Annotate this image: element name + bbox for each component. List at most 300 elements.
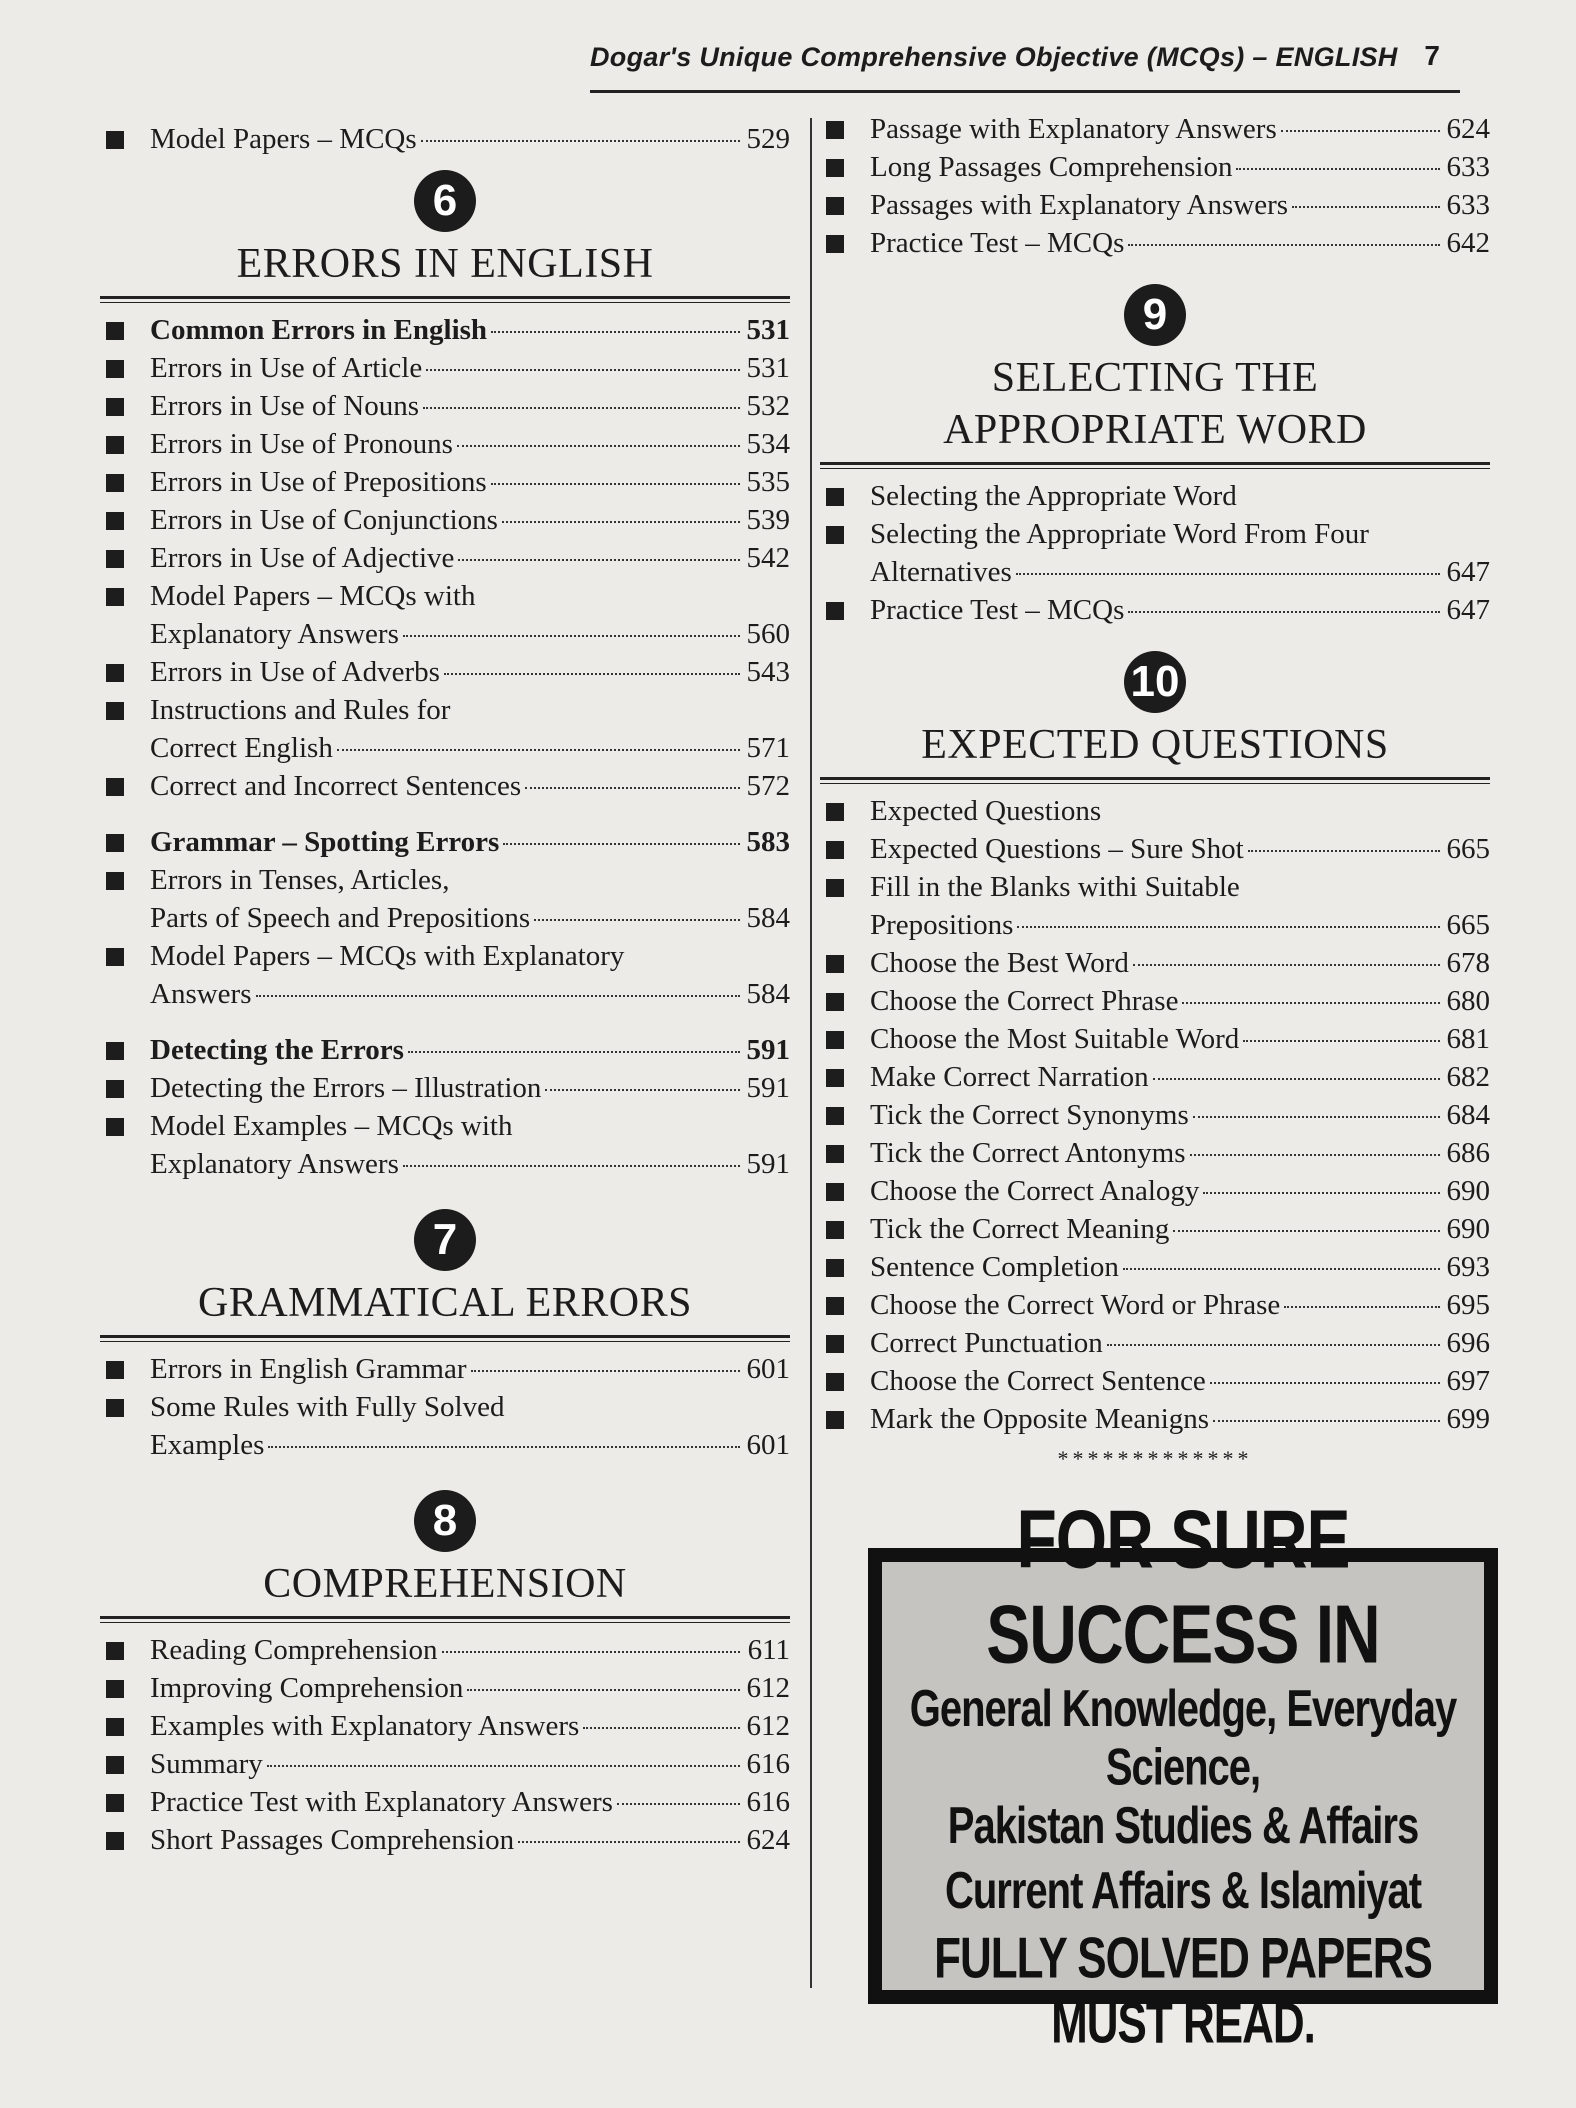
square-bullet-icon <box>826 235 844 253</box>
toc-entry-body <box>870 1172 1490 1210</box>
square-bullet-icon <box>106 322 124 340</box>
toc-entry-body <box>150 767 790 805</box>
square-bullet-icon <box>106 550 124 568</box>
toc-entry-line <box>870 1058 1490 1096</box>
toc-entry <box>100 1069 790 1107</box>
toc-entry-body <box>150 311 790 349</box>
square-bullet-icon <box>106 664 124 682</box>
dot-leader <box>1281 130 1440 132</box>
toc-page-number: 591 <box>746 1148 790 1180</box>
toc-entry <box>820 1286 1490 1324</box>
dot-leader <box>267 1765 740 1767</box>
square-bullet-icon <box>826 1221 844 1239</box>
dot-leader <box>518 1841 740 1843</box>
toc-entry <box>100 1350 790 1388</box>
toc-entry-text: Errors in Use of Pronouns <box>150 428 453 460</box>
toc-entry <box>100 823 790 861</box>
toc-page-number: 684 <box>1446 1099 1490 1131</box>
toc-entry-text: Prepositions <box>870 909 1014 941</box>
toc-entry <box>100 539 790 577</box>
section-title-line-1: SELECTING THE <box>991 355 1319 401</box>
square-bullet-icon <box>106 1399 124 1417</box>
section-number-badge: 8 <box>414 1490 476 1552</box>
toc-entry-text: Short Passages Comprehension <box>150 1824 515 1856</box>
section-rule <box>820 462 1490 469</box>
toc-entry <box>820 1172 1490 1210</box>
toc-entry-line <box>150 1821 790 1859</box>
toc-page-number: 695 <box>1446 1289 1490 1321</box>
toc-entry-line <box>150 975 790 1013</box>
toc-page-number: 678 <box>1446 947 1490 979</box>
dot-leader <box>1128 244 1440 246</box>
square-bullet-icon <box>106 588 124 606</box>
ad-footer: FULLY SOLVED PAPERS MUST READ. <box>934 1927 1432 2056</box>
dot-leader <box>1017 926 1440 928</box>
toc-page-number: 665 <box>1446 833 1490 865</box>
toc-entry-body <box>150 463 790 501</box>
toc-page-number: 624 <box>746 1824 790 1856</box>
toc-entry-body <box>150 425 790 463</box>
toc-entry-text: Tick the Correct Synonyms <box>870 1099 1189 1131</box>
toc-entry-line <box>150 691 790 729</box>
toc-page-number: 542 <box>746 542 790 574</box>
section-7-entries <box>100 1350 790 1464</box>
toc-entry-text: Errors in Use of Conjunctions <box>150 504 498 536</box>
square-bullet-icon <box>106 1080 124 1098</box>
toc-entry-body <box>870 515 1490 591</box>
dot-leader <box>408 1051 740 1053</box>
section-10 <box>820 651 1490 1472</box>
toc-entry-text: Examples <box>150 1429 265 1461</box>
toc-entry-body <box>150 387 790 425</box>
square-bullet-icon <box>826 159 844 177</box>
toc-page-number: 571 <box>746 732 790 764</box>
toc-page-number: 572 <box>746 770 790 802</box>
left-column <box>100 120 790 1859</box>
toc-entry <box>100 463 790 501</box>
toc-entry-text: Expected Questions <box>870 795 1102 827</box>
toc-page-number: 612 <box>746 1672 790 1704</box>
toc-entry <box>100 1631 790 1669</box>
advertisement-box <box>868 1492 1498 2056</box>
toc-entry-body <box>870 477 1490 515</box>
toc-entry <box>820 515 1490 591</box>
dot-leader <box>467 1689 740 1691</box>
toc-page-number: 531 <box>746 352 790 384</box>
square-bullet-icon <box>106 872 124 890</box>
toc-entry-line <box>150 425 790 463</box>
toc-entry-body <box>870 110 1490 148</box>
toc-entry-text: Choose the Correct Phrase <box>870 985 1179 1017</box>
toc-entry <box>820 148 1490 186</box>
toc-entry-line <box>870 553 1490 591</box>
toc-entry-text: Detecting the Errors <box>150 1034 404 1066</box>
square-bullet-icon <box>826 1069 844 1087</box>
toc-entry-text: Sentence Completion <box>870 1251 1119 1283</box>
toc-entry-text: Errors in Use of Nouns <box>150 390 420 422</box>
toc-entry-line <box>870 148 1490 186</box>
toc-entry-text: Grammar – Spotting Errors <box>150 826 500 858</box>
toc-entry-body <box>150 1745 790 1783</box>
section-6 <box>100 170 790 1183</box>
section-title: GRAMMATICAL ERRORS <box>197 1280 692 1326</box>
dot-leader <box>1284 1306 1440 1308</box>
toc-entry-body <box>150 1669 790 1707</box>
section-rule <box>820 777 1490 784</box>
toc-entry-line <box>870 1172 1490 1210</box>
toc-entry-line <box>870 110 1490 148</box>
toc-entry-line <box>870 186 1490 224</box>
toc-entry-text: Tick the Correct Meaning <box>870 1213 1170 1245</box>
toc-entry <box>820 1134 1490 1172</box>
square-bullet-icon <box>826 197 844 215</box>
toc-page-number: 560 <box>746 618 790 650</box>
square-bullet-icon <box>826 1411 844 1429</box>
toc-page-number: 697 <box>1446 1365 1490 1397</box>
dot-leader <box>1123 1268 1440 1270</box>
square-bullet-icon <box>106 1642 124 1660</box>
dot-leader <box>423 407 740 409</box>
section-title: EXPECTED QUESTIONS <box>921 722 1389 768</box>
toc-entry-line <box>150 120 790 158</box>
toc-entry <box>820 830 1490 868</box>
toc-entry-text: Detecting the Errors – Illustration <box>150 1072 542 1104</box>
toc-entry <box>820 1324 1490 1362</box>
toc-entry-body <box>870 1286 1490 1324</box>
toc-entry-line <box>150 767 790 805</box>
toc-entry <box>100 1707 790 1745</box>
dot-leader <box>444 673 740 675</box>
toc-entry <box>100 1745 790 1783</box>
toc-entry-text: Errors in Use of Adverbs <box>150 656 440 688</box>
toc-entry-text: Answers <box>150 978 252 1010</box>
left-top-entries <box>100 120 790 158</box>
toc-page-number: 543 <box>746 656 790 688</box>
toc-page-number: 616 <box>746 1748 790 1780</box>
toc-entry-line <box>870 1134 1490 1172</box>
toc-page-number: 680 <box>1446 985 1490 1017</box>
toc-entry <box>820 1210 1490 1248</box>
toc-entry-body <box>870 1134 1490 1172</box>
toc-entry-line <box>150 1745 790 1783</box>
toc-entry-text: Some Rules with Fully Solved <box>150 1391 505 1423</box>
toc-entry-line <box>870 906 1490 944</box>
toc-entry-line <box>150 349 790 387</box>
dot-leader <box>1243 1040 1440 1042</box>
dot-leader <box>1128 611 1440 613</box>
toc-entry <box>820 944 1490 982</box>
toc-entry-body <box>870 1324 1490 1362</box>
toc-entry-body <box>870 1400 1490 1438</box>
toc-entry-text: Fill in the Blanks withi Suitable <box>870 871 1240 903</box>
toc-entry <box>100 691 790 767</box>
toc-entry <box>100 653 790 691</box>
square-bullet-icon <box>826 488 844 506</box>
dot-leader <box>1107 1344 1440 1346</box>
dot-leader <box>491 483 740 485</box>
square-bullet-icon <box>106 1361 124 1379</box>
toc-entry-line <box>870 1248 1490 1286</box>
section-8-entries <box>100 1631 790 1859</box>
toc-entry <box>100 349 790 387</box>
toc-entry-text: Instructions and Rules for <box>150 694 451 726</box>
toc-page-number: 601 <box>746 1353 790 1385</box>
toc-entry-line <box>870 868 1490 906</box>
toc-entry <box>100 120 790 158</box>
toc-entry-text: Parts of Speech and Prepositions <box>150 902 531 934</box>
dot-leader <box>1190 1154 1440 1156</box>
toc-entry <box>820 224 1490 262</box>
toc-entry-line <box>150 1388 790 1426</box>
toc-entry-body <box>150 1821 790 1859</box>
square-bullet-icon <box>826 841 844 859</box>
toc-entry-text: Reading Comprehension <box>150 1634 438 1666</box>
toc-entry-text: Model Papers – MCQs <box>150 123 417 155</box>
dot-leader <box>545 1089 740 1091</box>
toc-entry-line <box>150 615 790 653</box>
toc-entry-line <box>870 477 1490 515</box>
dot-leader <box>1210 1382 1440 1384</box>
toc-entry-body <box>150 1783 790 1821</box>
toc-entry-line <box>870 224 1490 262</box>
toc-page-number: 529 <box>746 123 790 155</box>
toc-entry-body <box>150 120 790 158</box>
ad-line: General Knowledge, Everyday Science, <box>909 1680 1457 1797</box>
toc-entry <box>100 1388 790 1464</box>
toc-entry-body <box>150 653 790 691</box>
advertisement-inner <box>878 1492 1488 2056</box>
toc-page-number: 647 <box>1446 594 1490 626</box>
toc-entry-body <box>870 792 1490 830</box>
toc-entry-line <box>870 1020 1490 1058</box>
toc-entry-text: Common Errors in English <box>150 314 488 346</box>
header-title-part: Objective (MCQs) – ENGLISH <box>1006 42 1398 72</box>
dot-leader <box>426 369 740 371</box>
toc-entry-body <box>150 1707 790 1745</box>
header-title-brand: Comprehensive <box>800 42 1007 72</box>
toc-entry <box>100 1821 790 1859</box>
square-bullet-icon <box>106 360 124 378</box>
toc-entry <box>820 1362 1490 1400</box>
toc-entry-body <box>150 1107 790 1183</box>
dot-leader <box>1016 573 1440 575</box>
dot-leader <box>337 749 740 751</box>
toc-entry <box>100 767 790 805</box>
toc-entry-body <box>870 1058 1490 1096</box>
toc-entry-body <box>150 349 790 387</box>
toc-entry-text: Mark the Opposite Meanigns <box>870 1403 1210 1435</box>
dot-leader <box>1248 850 1440 852</box>
toc-entry-body <box>870 868 1490 944</box>
toc-entry-line <box>870 830 1490 868</box>
toc-entry <box>820 110 1490 148</box>
section-6-group-1 <box>100 311 790 805</box>
toc-entry-line <box>150 729 790 767</box>
toc-entry-line <box>150 539 790 577</box>
toc-entry-line <box>150 1145 790 1183</box>
toc-entry <box>820 1096 1490 1134</box>
toc-entry-line <box>150 501 790 539</box>
toc-entry-body <box>150 937 790 1013</box>
square-bullet-icon <box>826 1031 844 1049</box>
toc-entry-line <box>870 1286 1490 1324</box>
section-number-badge: 9 <box>1124 284 1186 346</box>
toc-entry-line <box>150 1031 790 1069</box>
toc-entry-body <box>150 1069 790 1107</box>
toc-entry-body <box>150 1388 790 1464</box>
toc-page-number: 633 <box>1446 151 1490 183</box>
square-bullet-icon <box>106 1756 124 1774</box>
section-6-group-2 <box>100 823 790 1013</box>
toc-entry <box>820 1400 1490 1438</box>
toc-entry-line <box>150 1350 790 1388</box>
square-bullet-icon <box>106 398 124 416</box>
toc-entry-text: Examples with Explanatory Answers <box>150 1710 580 1742</box>
toc-entry <box>820 868 1490 944</box>
toc-entry-body <box>150 861 790 937</box>
dot-leader <box>268 1446 740 1448</box>
toc-entry-text: Choose the Most Suitable Word <box>870 1023 1240 1055</box>
dot-leader <box>503 843 740 845</box>
toc-entry-line <box>870 792 1490 830</box>
toc-entry-text: Errors in Use of Adjective <box>150 542 455 574</box>
dot-leader <box>421 140 740 142</box>
toc-page-number: 532 <box>746 390 790 422</box>
dot-leader <box>403 635 740 637</box>
square-bullet-icon <box>826 1335 844 1353</box>
right-column <box>820 110 1490 1472</box>
toc-entry-body <box>150 539 790 577</box>
dot-leader <box>403 1165 740 1167</box>
toc-entry-text: Summary <box>150 1748 263 1780</box>
toc-entry <box>100 311 790 349</box>
square-bullet-icon <box>826 955 844 973</box>
toc-entry <box>100 1031 790 1069</box>
section-title: ERRORS IN ENGLISH <box>236 241 654 287</box>
right-top-entries <box>820 110 1490 262</box>
toc-entry-line <box>150 823 790 861</box>
dot-leader <box>442 1651 740 1653</box>
dot-leader <box>458 559 740 561</box>
toc-entry-text: Alternatives <box>870 556 1012 588</box>
dot-leader <box>1153 1078 1440 1080</box>
dot-leader <box>1173 1230 1440 1232</box>
square-bullet-icon <box>826 1107 844 1125</box>
section-8 <box>100 1490 790 1859</box>
square-bullet-icon <box>106 131 124 149</box>
toc-entry-text: Correct Punctuation <box>870 1327 1103 1359</box>
toc-page-number: 584 <box>746 978 790 1010</box>
toc-entry-text: Errors in Use of Prepositions <box>150 466 487 498</box>
toc-page-number: 633 <box>1446 189 1490 221</box>
dot-leader <box>502 521 740 523</box>
toc-entry-line <box>870 1210 1490 1248</box>
dot-leader <box>1292 206 1440 208</box>
toc-entry-text: Explanatory Answers <box>150 1148 399 1180</box>
ad-line: Current Affairs & Islamiyat <box>944 1862 1422 1920</box>
dot-leader <box>1133 964 1440 966</box>
column-divider <box>810 118 812 1988</box>
toc-entry-body <box>870 1362 1490 1400</box>
toc-page-number: 642 <box>1446 227 1490 259</box>
toc-entry-line <box>150 653 790 691</box>
toc-page-number: 616 <box>746 1786 790 1818</box>
toc-entry-line <box>870 1324 1490 1362</box>
section-title-line-2: APPROPRIATE WORD <box>943 407 1367 453</box>
toc-page-number: 535 <box>746 466 790 498</box>
toc-entry-text: Model Papers – MCQs with <box>150 580 476 612</box>
toc-entry <box>820 1248 1490 1286</box>
dot-leader <box>1193 1116 1440 1118</box>
square-bullet-icon <box>826 993 844 1011</box>
section-9-entries <box>820 477 1490 629</box>
toc-entry-text: Choose the Correct Word or Phrase <box>870 1289 1281 1321</box>
toc-entry <box>100 425 790 463</box>
square-bullet-icon <box>106 948 124 966</box>
square-bullet-icon <box>826 1183 844 1201</box>
toc-entry <box>820 591 1490 629</box>
toc-entry-line <box>870 982 1490 1020</box>
toc-entry-body <box>150 1031 790 1069</box>
toc-page-number: 681 <box>1446 1023 1490 1055</box>
toc-page-number: 612 <box>746 1710 790 1742</box>
toc-entry <box>100 577 790 653</box>
square-bullet-icon <box>826 1259 844 1277</box>
toc-entry-line <box>150 899 790 937</box>
toc-entry-body <box>150 577 790 653</box>
toc-entry <box>820 982 1490 1020</box>
toc-entry-body <box>150 1631 790 1669</box>
section-rule <box>100 1335 790 1342</box>
dot-leader <box>525 787 740 789</box>
toc-entry-body <box>870 1248 1490 1286</box>
toc-entry <box>100 387 790 425</box>
toc-entry-line <box>150 463 790 501</box>
square-bullet-icon <box>106 1042 124 1060</box>
toc-entry <box>100 1783 790 1821</box>
toc-entry-body <box>870 591 1490 629</box>
toc-entry-text: Expected Questions – Sure Shot <box>870 833 1244 865</box>
toc-entry-line <box>870 1400 1490 1438</box>
toc-page-number: 699 <box>1446 1403 1490 1435</box>
square-bullet-icon <box>106 474 124 492</box>
section-number-badge: 10 <box>1124 651 1186 713</box>
dot-leader <box>1182 1002 1440 1004</box>
toc-entry-text: Model Papers – MCQs with Explanatory <box>150 940 625 972</box>
toc-entry-body <box>150 501 790 539</box>
toc-entry <box>100 861 790 937</box>
toc-entry-body <box>870 982 1490 1020</box>
toc-page-number: 647 <box>1446 556 1490 588</box>
section-7 <box>100 1209 790 1464</box>
toc-entry-text: Errors in Tenses, Articles, <box>150 864 450 896</box>
toc-page-number: 682 <box>1446 1061 1490 1093</box>
toc-page-number: 539 <box>746 504 790 536</box>
square-bullet-icon <box>826 1373 844 1391</box>
square-bullet-icon <box>106 1680 124 1698</box>
section-9 <box>820 284 1490 629</box>
toc-entry-text: Practice Test – MCQs <box>870 227 1125 259</box>
toc-page-number: 696 <box>1446 1327 1490 1359</box>
toc-entry-body <box>870 830 1490 868</box>
toc-entry-line <box>150 1426 790 1464</box>
toc-entry-line <box>150 311 790 349</box>
toc-page-number: 601 <box>746 1429 790 1461</box>
square-bullet-icon <box>826 803 844 821</box>
dot-leader <box>1203 1192 1440 1194</box>
toc-entry-line <box>150 1069 790 1107</box>
toc-page-number: 686 <box>1446 1137 1490 1169</box>
